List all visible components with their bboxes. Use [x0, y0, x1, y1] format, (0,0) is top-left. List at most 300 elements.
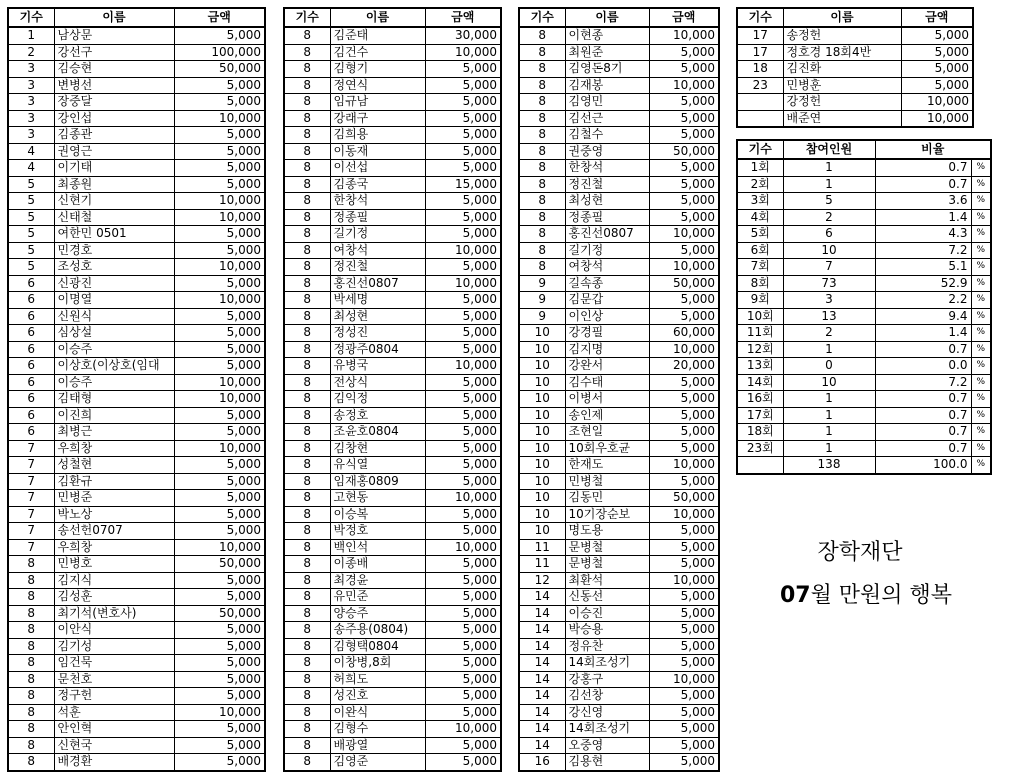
gisu-cell: 8 — [284, 176, 330, 193]
gisu-cell: 10 — [519, 457, 565, 474]
gisu-cell: 8 — [8, 589, 54, 606]
table-row — [8, 325, 265, 342]
summary-row — [737, 341, 991, 358]
table-row — [284, 407, 501, 424]
gisu-cell: 11 — [519, 539, 565, 556]
table-row — [284, 27, 501, 44]
name-cell: 이동재 — [330, 143, 425, 160]
percent-sign: % — [971, 209, 991, 226]
amount-cell: 5,000 — [425, 622, 501, 639]
gisu-cell: 8 — [284, 721, 330, 738]
gisu-cell: 14 — [519, 622, 565, 639]
table-row — [284, 275, 501, 292]
amount-cell: 5,000 — [649, 424, 719, 441]
name-cell: 고현동 — [330, 490, 425, 507]
name-cell: 권영근 — [54, 143, 174, 160]
name-cell: 문병철 — [565, 539, 649, 556]
name-cell: 이승복 — [330, 506, 425, 523]
name-cell: 석훈 — [54, 704, 174, 721]
amount-cell: 5,000 — [649, 193, 719, 210]
name-cell: 신현국 — [54, 737, 174, 754]
table-row — [8, 473, 265, 490]
summary-ratio-cell: 0.7 — [875, 391, 971, 408]
table-row — [519, 754, 719, 771]
name-cell: 정광주0804 — [330, 341, 425, 358]
name-cell: 정호경 18회4반 — [783, 44, 901, 61]
name-cell: 김건수 — [330, 44, 425, 61]
name-cell: 오중영 — [565, 737, 649, 754]
gisu-cell: 8 — [284, 622, 330, 639]
table-row — [737, 44, 973, 61]
summary-count-cell: 1 — [783, 424, 875, 441]
name-cell: 최종원 — [54, 176, 174, 193]
table-row — [519, 143, 719, 160]
table-row — [284, 704, 501, 721]
gisu-cell: 8 — [519, 160, 565, 177]
amount-cell: 10,000 — [174, 259, 265, 276]
summary-gisu-cell: 1회 — [737, 159, 783, 176]
table-row — [8, 341, 265, 358]
amount-cell: 5,000 — [901, 77, 973, 94]
name-cell: 이상호(이상호(임대 — [54, 358, 174, 375]
gisu-cell: 8 — [284, 325, 330, 342]
gisu-cell: 8 — [8, 688, 54, 705]
name-cell: 이인상 — [565, 308, 649, 325]
summary-gisu-cell: 14회 — [737, 374, 783, 391]
gisu-cell: 8 — [519, 44, 565, 61]
amount-cell: 5,000 — [649, 374, 719, 391]
gisu-cell: 14 — [519, 605, 565, 622]
table-row — [8, 457, 265, 474]
summary-gisu-cell: 5회 — [737, 226, 783, 243]
gisu-cell: 1 — [8, 27, 54, 44]
name-cell: 김지명 — [565, 341, 649, 358]
amount-cell: 5,000 — [425, 391, 501, 408]
amount-cell: 5,000 — [174, 754, 265, 771]
name-cell: 박세명 — [330, 292, 425, 309]
name-cell: 신동선 — [565, 589, 649, 606]
amount-cell: 5,000 — [649, 160, 719, 177]
gisu-cell: 7 — [8, 539, 54, 556]
table-row — [519, 556, 719, 573]
name-cell: 최원준 — [565, 44, 649, 61]
amount-cell: 15,000 — [425, 176, 501, 193]
table-row — [284, 490, 501, 507]
amount-cell: 5,000 — [649, 556, 719, 573]
table-row — [8, 556, 265, 573]
amount-cell: 5,000 — [649, 473, 719, 490]
name-cell: 민병훈 — [783, 77, 901, 94]
table-row — [8, 589, 265, 606]
summary-count-cell: 2 — [783, 209, 875, 226]
table-row — [8, 242, 265, 259]
gisu-cell: 8 — [284, 127, 330, 144]
gisu-cell: 8 — [284, 655, 330, 672]
gisu-cell: 8 — [284, 110, 330, 127]
gisu-cell: 14 — [519, 638, 565, 655]
amount-cell: 5,000 — [425, 127, 501, 144]
amount-cell: 5,000 — [174, 77, 265, 94]
table-row — [519, 193, 719, 210]
donor-table-3 — [518, 7, 720, 772]
gisu-cell: 8 — [8, 572, 54, 589]
percent-sign: % — [971, 159, 991, 176]
amount-cell: 5,000 — [174, 275, 265, 292]
table-row — [519, 94, 719, 111]
gisu-cell: 8 — [8, 704, 54, 721]
table-row — [8, 127, 265, 144]
summary-gisu-cell: 23회 — [737, 440, 783, 457]
gisu-cell: 8 — [284, 259, 330, 276]
amount-cell: 5,000 — [425, 209, 501, 226]
summary-gisu-cell: 2회 — [737, 176, 783, 193]
summary-row — [737, 374, 991, 391]
table-row — [519, 407, 719, 424]
amount-cell: 5,000 — [174, 325, 265, 342]
gisu-cell: 8 — [284, 704, 330, 721]
summary-row — [737, 275, 991, 292]
amount-cell: 5,000 — [425, 523, 501, 540]
name-cell: 최환석 — [565, 572, 649, 589]
table-row — [8, 209, 265, 226]
table-row — [284, 440, 501, 457]
amount-cell: 10,000 — [649, 27, 719, 44]
table-row — [284, 341, 501, 358]
gisu-cell: 9 — [519, 292, 565, 309]
name-cell: 강완서 — [565, 358, 649, 375]
amount-cell: 10,000 — [649, 506, 719, 523]
name-cell: 홍진선0807 — [330, 275, 425, 292]
name-cell: 강선구 — [54, 44, 174, 61]
table-row — [519, 721, 719, 738]
gisu-cell: 8 — [284, 275, 330, 292]
amount-cell: 50,000 — [174, 61, 265, 78]
gisu-cell — [737, 94, 783, 111]
gisu-cell: 8 — [8, 721, 54, 738]
name-cell: 14회조성기 — [565, 655, 649, 672]
table-row — [519, 226, 719, 243]
gisu-cell: 18 — [737, 61, 783, 78]
name-cell: 김종국 — [330, 176, 425, 193]
amount-cell: 5,000 — [174, 490, 265, 507]
summary-ratio-cell: 0.7 — [875, 407, 971, 424]
amount-cell: 5,000 — [174, 523, 265, 540]
table-row — [8, 226, 265, 243]
gisu-cell: 8 — [284, 391, 330, 408]
name-cell: 14회조성기 — [565, 721, 649, 738]
summary-total-label — [737, 457, 783, 474]
header-amount: 금액 — [174, 8, 265, 27]
table-row — [8, 308, 265, 325]
table-row — [284, 94, 501, 111]
gisu-cell: 14 — [519, 655, 565, 672]
amount-cell: 5,000 — [174, 688, 265, 705]
table-row — [519, 44, 719, 61]
gisu-cell: 10 — [519, 391, 565, 408]
summary-row — [737, 226, 991, 243]
amount-cell: 60,000 — [649, 325, 719, 342]
percent-sign: % — [971, 193, 991, 210]
summary-header-ratio: 비율 — [875, 140, 991, 159]
gisu-cell: 8 — [519, 143, 565, 160]
gisu-cell: 8 — [284, 160, 330, 177]
amount-cell: 10,000 — [649, 457, 719, 474]
gisu-cell: 8 — [519, 259, 565, 276]
name-cell: 정연식 — [330, 77, 425, 94]
table-row — [284, 160, 501, 177]
table-row — [8, 506, 265, 523]
amount-cell: 5,000 — [425, 440, 501, 457]
summary-row — [737, 325, 991, 342]
name-cell: 이진희 — [54, 407, 174, 424]
name-cell: 강정헌 — [783, 94, 901, 111]
amount-cell: 5,000 — [649, 127, 719, 144]
table-row — [8, 655, 265, 672]
amount-cell: 5,000 — [425, 704, 501, 721]
gisu-cell: 8 — [284, 539, 330, 556]
name-cell: 유식열 — [330, 457, 425, 474]
gisu-cell: 8 — [8, 754, 54, 771]
table-row — [519, 110, 719, 127]
gisu-cell: 8 — [284, 292, 330, 309]
percent-sign: % — [971, 226, 991, 243]
header-gisu: 기수 — [8, 8, 54, 27]
amount-cell: 5,000 — [649, 94, 719, 111]
table-row — [8, 94, 265, 111]
summary-ratio-cell: 7.2 — [875, 242, 971, 259]
summary-gisu-cell: 11회 — [737, 325, 783, 342]
amount-cell: 20,000 — [649, 358, 719, 375]
name-cell: 임재홍0809 — [330, 473, 425, 490]
name-cell: 박승용 — [565, 622, 649, 639]
gisu-cell: 8 — [284, 605, 330, 622]
gisu-cell: 8 — [284, 44, 330, 61]
gisu-cell: 6 — [8, 325, 54, 342]
amount-cell: 5,000 — [649, 638, 719, 655]
amount-cell: 10,000 — [174, 209, 265, 226]
amount-cell: 5,000 — [649, 704, 719, 721]
table-row — [519, 27, 719, 44]
gisu-cell: 8 — [519, 226, 565, 243]
gisu-cell: 5 — [8, 193, 54, 210]
amount-cell: 5,000 — [174, 457, 265, 474]
amount-cell: 5,000 — [425, 688, 501, 705]
name-cell: 조성호 — [54, 259, 174, 276]
gisu-cell: 14 — [519, 589, 565, 606]
table-row — [284, 391, 501, 408]
table-row — [284, 374, 501, 391]
table-row — [8, 193, 265, 210]
amount-cell: 5,000 — [174, 226, 265, 243]
summary-table — [736, 139, 992, 475]
table-row — [8, 160, 265, 177]
amount-cell: 5,000 — [174, 127, 265, 144]
table-row — [519, 473, 719, 490]
gisu-cell: 16 — [519, 754, 565, 771]
name-cell: 배준연 — [783, 110, 901, 127]
name-cell: 한재도 — [565, 457, 649, 474]
amount-cell: 5,000 — [425, 61, 501, 78]
amount-cell: 5,000 — [174, 341, 265, 358]
gisu-cell: 8 — [284, 638, 330, 655]
name-cell: 김종관 — [54, 127, 174, 144]
table-row — [8, 259, 265, 276]
name-cell: 박노상 — [54, 506, 174, 523]
name-cell: 이종배 — [330, 556, 425, 573]
name-cell: 최성현 — [330, 308, 425, 325]
name-cell: 한창석 — [330, 193, 425, 210]
percent-sign: % — [971, 275, 991, 292]
table-row — [519, 457, 719, 474]
name-cell: 최경윤 — [330, 572, 425, 589]
table-row — [519, 671, 719, 688]
gisu-cell: 3 — [8, 127, 54, 144]
percent-sign: % — [971, 440, 991, 457]
table-row — [519, 77, 719, 94]
header-gisu: 기수 — [737, 8, 783, 27]
table-row — [519, 490, 719, 507]
name-cell: 김영돈8기 — [565, 61, 649, 78]
gisu-cell: 8 — [8, 638, 54, 655]
table-row — [519, 523, 719, 540]
gisu-cell: 8 — [284, 572, 330, 589]
name-cell: 정성진 — [330, 325, 425, 342]
gisu-cell: 6 — [8, 358, 54, 375]
name-cell: 김선근 — [565, 110, 649, 127]
donor-table-2 — [283, 7, 502, 772]
name-cell: 백인석 — [330, 539, 425, 556]
name-cell: 10회우호균 — [565, 440, 649, 457]
gisu-cell: 6 — [8, 292, 54, 309]
amount-cell: 10,000 — [649, 341, 719, 358]
name-cell: 이병서 — [565, 391, 649, 408]
name-cell: 조현일 — [565, 424, 649, 441]
summary-row — [737, 440, 991, 457]
gisu-cell: 6 — [8, 424, 54, 441]
table-row — [8, 61, 265, 78]
amount-cell: 50,000 — [649, 490, 719, 507]
name-cell: 장중달 — [54, 94, 174, 111]
name-cell: 문천호 — [54, 671, 174, 688]
table-row — [8, 176, 265, 193]
summary-ratio-cell: 0.0 — [875, 358, 971, 375]
amount-cell: 5,000 — [174, 737, 265, 754]
amount-cell: 5,000 — [649, 655, 719, 672]
table-row — [519, 358, 719, 375]
amount-cell: 10,000 — [425, 721, 501, 738]
table-row — [519, 688, 719, 705]
amount-cell: 5,000 — [649, 605, 719, 622]
amount-cell: 10,000 — [649, 226, 719, 243]
amount-cell: 5,000 — [649, 44, 719, 61]
name-cell: 강인섭 — [54, 110, 174, 127]
summary-count-cell: 5 — [783, 193, 875, 210]
table-row — [8, 44, 265, 61]
summary-row — [737, 358, 991, 375]
table-row — [8, 440, 265, 457]
name-cell: 문병철 — [565, 556, 649, 573]
summary-count-cell: 73 — [783, 275, 875, 292]
summary-ratio-cell: 1.4 — [875, 209, 971, 226]
name-cell: 양승주 — [330, 605, 425, 622]
name-cell: 길기정 — [565, 242, 649, 259]
amount-cell: 50,000 — [174, 605, 265, 622]
gisu-cell: 6 — [8, 374, 54, 391]
table-row — [737, 94, 973, 111]
table-row — [284, 737, 501, 754]
gisu-cell: 8 — [284, 556, 330, 573]
amount-cell: 5,000 — [425, 374, 501, 391]
gisu-cell: 10 — [519, 374, 565, 391]
gisu-cell: 3 — [8, 77, 54, 94]
table-row — [519, 605, 719, 622]
name-cell: 정유찬 — [565, 638, 649, 655]
table-row — [519, 704, 719, 721]
table-row — [8, 358, 265, 375]
name-cell: 이명열 — [54, 292, 174, 309]
summary-gisu-cell: 4회 — [737, 209, 783, 226]
summary-gisu-cell: 17회 — [737, 407, 783, 424]
table-row — [284, 127, 501, 144]
amount-cell: 5,000 — [174, 721, 265, 738]
amount-cell: 10,000 — [174, 292, 265, 309]
amount-cell: 5,000 — [174, 638, 265, 655]
table-row — [519, 506, 719, 523]
name-cell: 김수태 — [565, 374, 649, 391]
name-cell: 신원식 — [54, 308, 174, 325]
summary-count-cell: 1 — [783, 341, 875, 358]
header-amount: 금액 — [649, 8, 719, 27]
gisu-cell: 10 — [519, 424, 565, 441]
summary-row — [737, 176, 991, 193]
table-row — [519, 61, 719, 78]
summary-gisu-cell: 18회 — [737, 424, 783, 441]
name-cell: 허희도 — [330, 671, 425, 688]
name-cell: 전상식 — [330, 374, 425, 391]
name-cell: 강경필 — [565, 325, 649, 342]
summary-count-cell: 3 — [783, 292, 875, 309]
summary-ratio-cell: 0.7 — [875, 424, 971, 441]
name-cell: 안인혁 — [54, 721, 174, 738]
gisu-cell: 12 — [519, 572, 565, 589]
gisu-cell: 3 — [8, 61, 54, 78]
summary-count-cell: 10 — [783, 242, 875, 259]
gisu-cell: 17 — [737, 44, 783, 61]
amount-cell: 5,000 — [425, 193, 501, 210]
percent-sign: % — [971, 325, 991, 342]
name-cell: 박정호 — [330, 523, 425, 540]
table-row — [284, 242, 501, 259]
name-cell: 우희창 — [54, 440, 174, 457]
amount-cell: 5,000 — [425, 473, 501, 490]
name-cell: 유민준 — [330, 589, 425, 606]
table-row — [8, 721, 265, 738]
amount-cell: 5,000 — [174, 655, 265, 672]
percent-sign: % — [971, 176, 991, 193]
amount-cell: 5,000 — [425, 143, 501, 160]
summary-count-cell: 1 — [783, 159, 875, 176]
amount-cell: 50,000 — [174, 556, 265, 573]
table-row — [8, 622, 265, 639]
table-row — [519, 737, 719, 754]
amount-cell: 5,000 — [425, 572, 501, 589]
table-row — [284, 457, 501, 474]
table-row — [519, 391, 719, 408]
table-row — [8, 275, 265, 292]
gisu-cell: 8 — [519, 27, 565, 44]
name-cell: 최성현 — [565, 193, 649, 210]
amount-cell: 5,000 — [425, 671, 501, 688]
